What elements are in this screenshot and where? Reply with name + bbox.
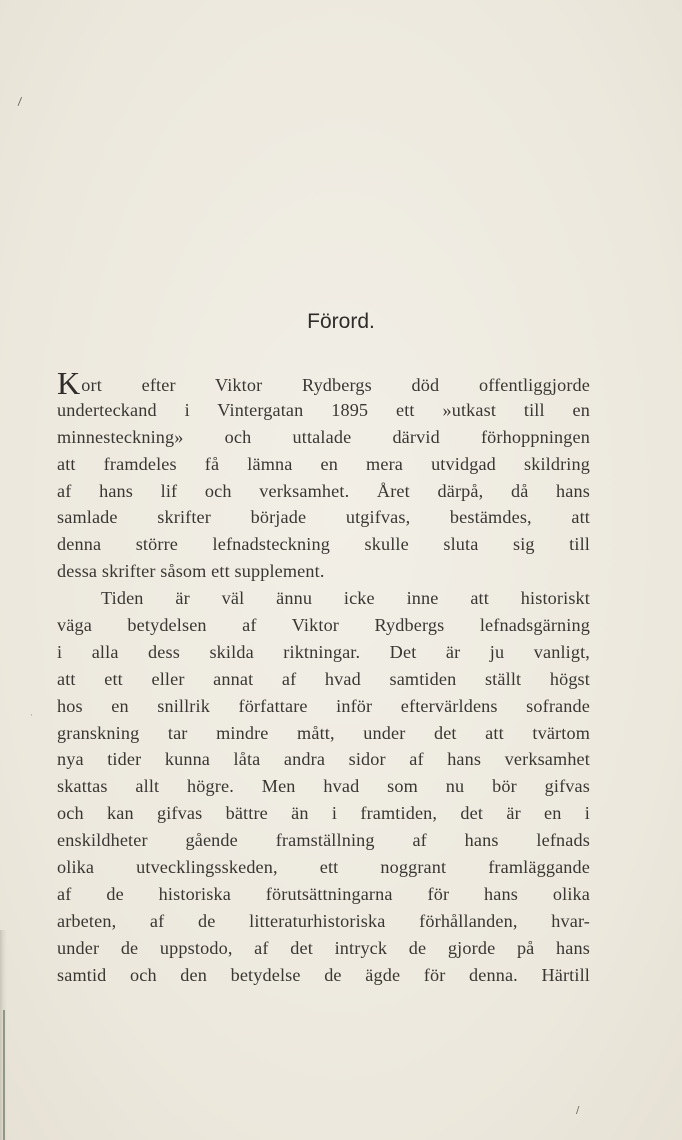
text-line: af hans lif och verksamhet. Året därpå, då hans (57, 480, 590, 501)
first-line-text: ort efter Viktor Rydbergs död offentliggjorde (81, 375, 590, 395)
text-line: nya tider kunna låta andra sidor af hans verksamhet (57, 749, 590, 770)
text-line: samlade skrifter började utgifvas, bestämdes, att (57, 507, 590, 528)
binding-thread (3, 1010, 5, 1140)
text-line: af de historiska förutsättningarna för hans olika (57, 883, 590, 904)
text-line: skattas allt högre. Men hvad som nu bör gifvas (57, 776, 590, 797)
text-line: att ett eller annat af hvad samtiden ställt högst (57, 668, 590, 689)
text-line: denna större lefnadsteckning skulle sluta sig till (57, 534, 590, 555)
text-line: underteckand i Vintergatan 1895 ett »utkast till en (57, 399, 590, 420)
text-line: under de uppstodo, af det intryck de gjorde på hans (57, 937, 590, 958)
text-line: samtid och den betydelse de ägde för denna. Härtill (57, 964, 590, 985)
text-line: arbeten, af de litteraturhistoriska förhållanden, hvar- (57, 910, 590, 931)
ink-speck-mark: \ (14, 95, 26, 108)
text-line: enskildheter gående framställning af hans lefnads (57, 830, 590, 851)
text-line: väga betydelsen af Viktor Rydbergs lefnadsgärning (57, 615, 590, 636)
page-title: Förord. (307, 310, 375, 333)
text-line: dessa skrifter såsom ett supplement. (57, 561, 325, 582)
drop-cap: K (57, 365, 81, 401)
text-line: granskning tar mindre mått, under det att tvärtom (57, 722, 590, 743)
ink-speck-mark: / (576, 1105, 580, 1116)
text-line: i alla dess skilda riktningar. Det är ju vanligt, (57, 641, 590, 662)
text-line-first (57, 365, 590, 401)
text-line: att framdeles få lämna en mera utvidgad skildring (57, 453, 590, 474)
ink-speck-mark: · (30, 711, 33, 721)
text-line: och kan gifvas bättre än i framtiden, det är en i (57, 803, 590, 824)
body-text (57, 365, 590, 988)
text-line: minnesteckning» och uttalade därvid förhoppningen (57, 426, 590, 447)
text-line: hos en snillrik författare inför eftervärldens sofrande (57, 695, 590, 716)
text-line-paragraph-start: Tiden är väl ännu icke inne att historiskt (101, 588, 590, 609)
text-line: olika utvecklingsskeden, ett noggrant framläggande (57, 857, 590, 878)
